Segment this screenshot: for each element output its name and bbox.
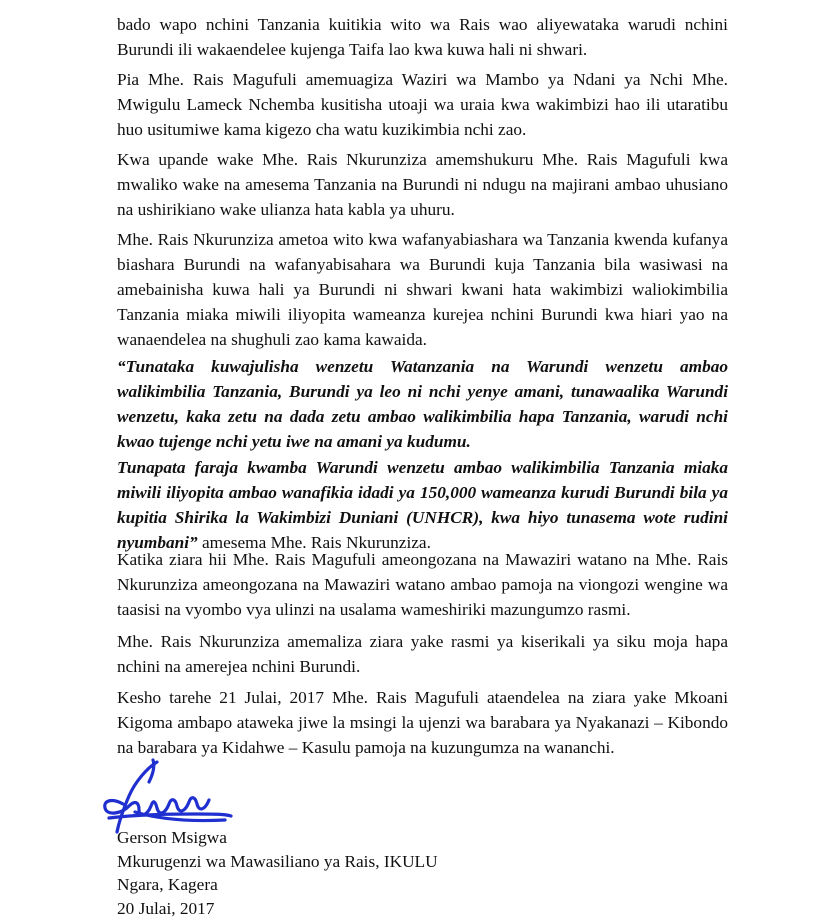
paragraph-citizenship-order: Pia Mhe. Rais Magufuli amemuagiza Waziri wa Mambo ya Ndani ya Nchi Mhe. Mwigulu Lameck Nchemba kusitisha utoaji wa uraia kwa wakimbizi hao ili utaratibu huo usitumiwe kama kigezo cha watu kuzikimbia nchi zao.	[117, 67, 728, 142]
signatory-title: Mkurugenzi wa Mawasiliano ya Rais, IKULU	[117, 850, 617, 874]
quote-paragraph-1: “Tunataka kuwajulisha wenzetu Watanzania na Warundi wenzetu ambao walikimbilia Tanzania, Burundi ya leo ni nchi yenye amani, tunawaalika Warundi wenzetu, kaka zetu na dada zetu ambao walikimbilia hapa Tanzania, warudi nchi kwao tujenge nchi yetu iwe na amani ya kudumu.	[117, 354, 728, 454]
signatory-name: Gerson Msigwa	[117, 826, 617, 850]
signing-date: 20 Julai, 2017	[117, 897, 617, 920]
paragraph-refugees-return: bado wapo nchini Tanzania kuitikia wito wa Rais wao aliyewataka warudi nchini Burundi ili wakaendelee kujenga Taifa lao kwa kuwa hali ni shwari.	[117, 12, 728, 62]
quote-paragraph-2	[117, 455, 728, 555]
paragraph-nkurunziza-thanks: Kwa upande wake Mhe. Rais Nkurunziza amemshukuru Mhe. Rais Magufuli kwa mwaliko wake na amesema Tanzania na Burundi ni ndugu na majirani ambao uhusiano na ushirikiano wake ulianza hata kabla ya uhuru.	[117, 147, 728, 222]
handwritten-signature-icon	[95, 752, 235, 842]
quote-attribution: amesema Mhe. Rais Nkurunziza.	[202, 533, 431, 552]
paragraph-delegations: Katika ziara hii Mhe. Rais Magufuli ameongozana na Mawaziri watano na Mhe. Rais Nkurunziza ameongozana na Mawaziri watano ambao pamoja na viongozi wengine wa taasisi na vyombo vya ulinzi na usalama wameshiriki mazungumzo rasmi.	[117, 547, 728, 622]
paragraph-visit-end: Mhe. Rais Nkurunziza amemaliza ziara yake rasmi ya kiserikali ya siku moja hapa nchini na amerejea nchini Burundi.	[117, 629, 728, 679]
signing-location: Ngara, Kagera	[117, 873, 617, 897]
quote-text-2: Tunapata faraja kwamba Warundi wenzetu ambao walikimbilia Tanzania miaka miwili iliyopita ambao wanafikia idadi ya 150,000 wameanza kurudi Burundi bila ya kupitia Shirika la Wakimbizi Duniani (UNHCR), kwa hiyo tunasema wote rudini nyumbani”	[117, 458, 728, 552]
paragraph-business-call: Mhe. Rais Nkurunziza ametoa wito kwa wafanyabiashara wa Tanzania kwenda kufanya biashara Burundi na wafanyabisahara wa Burundi kuja Tanzania bila wasiwasi na amebainisha kuwa hali ya Burundi ni shwari kwani hata wakimbizi waliokimbilia Tanzania miaka miwili iliyopita wameanza kurejea nchini Burundi kwa hiari yao na wanaendelea na shughuli zao kama kawaida.	[117, 227, 728, 352]
paragraph-kigoma-tour: Kesho tarehe 21 Julai, 2017 Mhe. Rais Magufuli ataendelea na ziara yake Mkoani Kigoma ambapo ataweka jiwe la msingi la ujenzi wa barabara ya Nyakanazi – Kibondo na barabara ya Kidahwe – Kasulu pamoja na kuzungumza na wananchi.	[117, 685, 728, 760]
